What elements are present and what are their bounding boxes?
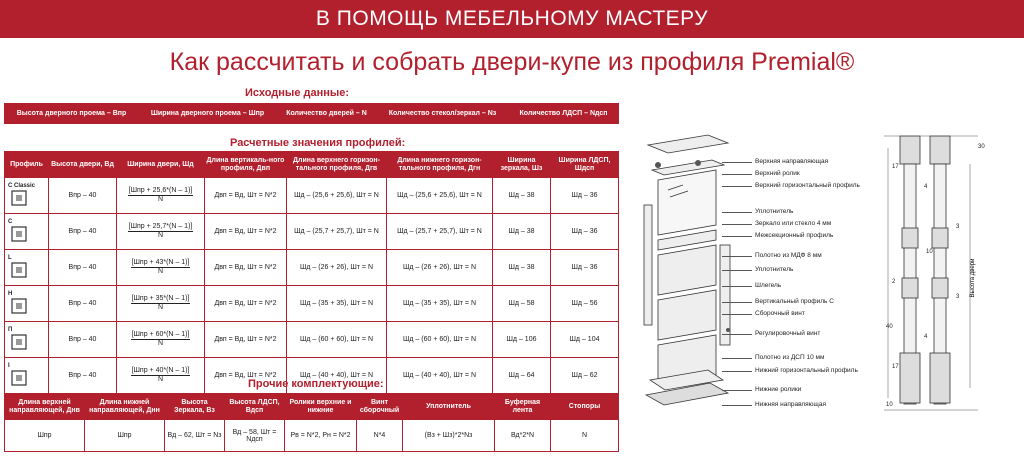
door-width-numerator: [Шпр + 43*(N – 1)]	[131, 259, 190, 266]
part-label: Верхняя направляющая	[755, 158, 829, 165]
calc-row	[5, 250, 619, 286]
profile-shape-icon	[8, 297, 32, 315]
part-label: Полотно из МДФ 8 мм	[755, 252, 822, 259]
height-label: Высота двери	[970, 258, 976, 298]
door-height: Впр – 40	[49, 214, 117, 250]
part-leader-line	[722, 405, 752, 406]
part-leader-line	[722, 256, 752, 257]
part-leader-line	[722, 302, 752, 303]
page-title: Как рассчитать и собрать двери-купе из профиля Premial®	[169, 48, 855, 76]
other-value: N	[551, 420, 619, 452]
profile-label: C Classic	[8, 182, 36, 189]
top-profile-length: Шд – (25,6 + 25,6), Шт = N	[287, 178, 387, 214]
calc-table	[4, 151, 619, 394]
profile-label: L	[8, 254, 12, 261]
door-width-numerator: [Шпр + 25,6*(N – 1)]	[128, 187, 193, 194]
initial-item: Ширина дверного проема – Шпр	[139, 104, 277, 124]
section-dim: 3	[956, 294, 960, 300]
part-label: Нижние ролики	[755, 386, 802, 393]
door-exploded-diagram	[628, 125, 748, 425]
section-dim: 10	[926, 249, 933, 255]
part-leader-line	[722, 212, 752, 213]
bottom-profile-length: Шд – (35 + 35), Шт = N	[387, 286, 493, 322]
door-width	[117, 322, 205, 358]
part-leader-line	[722, 174, 752, 175]
mirror-width: Шд – 38	[493, 250, 551, 286]
initial-item: Количество стекол/зеркал – Nз	[377, 104, 509, 124]
chipboard-width: Шд – 36	[551, 214, 619, 250]
part-leader-line	[722, 270, 752, 271]
vertical-profile-length: Двп = Вд, Шт = N*2	[205, 178, 287, 214]
calc-header: Длина нижнего горизон-тального профиля, Дгн	[387, 152, 493, 178]
part-leader-line	[722, 314, 752, 315]
door-width-numerator: [Шпр + 40*(N – 1)]	[131, 367, 190, 374]
top-profile-length: Шд – (25,7 + 25,7), Шт = N	[287, 214, 387, 250]
vertical-profile-length: Двп = Вд, Шт = N*2	[205, 214, 287, 250]
part-label: Межсекционный профиль	[755, 232, 834, 239]
part-leader-line	[722, 390, 752, 391]
profile-cell	[5, 178, 49, 214]
part-label: Нижняя направляющая	[755, 401, 827, 408]
section-dim: 10	[886, 402, 893, 408]
other-value: Шпр	[5, 420, 85, 452]
calc-header: Длина вертикаль-ного профиля, Двп	[205, 152, 287, 178]
other-value: (Вз + Шз)*2*Nз	[403, 420, 495, 452]
other-value: Вд*2*N	[495, 420, 551, 452]
profile-label: С	[8, 218, 13, 225]
other-value: Вд – 62, Шт = Nз	[165, 420, 225, 452]
bottom-profile-length: Шд – (26 + 26), Шт = N	[387, 250, 493, 286]
chipboard-width: Шд – 62	[551, 358, 619, 394]
other-heading: Прочие комплектующие:	[248, 378, 384, 390]
profile-label: П	[8, 326, 13, 333]
other-header: Высота Зеркала, Вз	[165, 394, 225, 420]
profile-shape-icon	[8, 261, 32, 279]
section-dim: 4	[924, 184, 928, 190]
other-header: Длина нижней направляющей, Днн	[85, 394, 165, 420]
bottom-profile-length: Шд – (25,7 + 25,7), Шт = N	[387, 214, 493, 250]
door-width-denominator: N	[157, 268, 164, 275]
part-leader-line	[722, 236, 752, 237]
vertical-profile-length: Двп = Вд, Шт = N*2	[205, 286, 287, 322]
mirror-width: Шд – 106	[493, 322, 551, 358]
chipboard-width: Шд – 104	[551, 322, 619, 358]
part-label: Полотно из ДСП 10 мм	[755, 354, 825, 361]
mirror-width: Шд – 38	[493, 214, 551, 250]
door-width	[117, 214, 205, 250]
header-banner: В ПОМОЩЬ МЕБЕЛЬНОМУ МАСТЕРУ	[0, 0, 1024, 38]
profile-label: H	[8, 290, 13, 297]
door-section-diagram	[878, 128, 988, 418]
door-width-denominator: N	[157, 340, 164, 347]
other-value: Шпр	[85, 420, 165, 452]
part-label: Уплотнитель	[755, 208, 794, 215]
top-profile-length: Шд – (35 + 35), Шт = N	[287, 286, 387, 322]
other-header: Стопоры	[551, 394, 619, 420]
part-label: Шлегель	[755, 282, 782, 289]
door-width	[117, 178, 205, 214]
section-dim: 30	[978, 144, 985, 150]
part-leader-line	[722, 334, 752, 335]
profile-cell	[5, 250, 49, 286]
other-header: Буферная лента	[495, 394, 551, 420]
calc-header: Ширина зеркала, Шз	[493, 152, 551, 178]
section-dim: 3	[956, 224, 960, 230]
door-width-denominator: N	[157, 376, 164, 383]
door-width-denominator: N	[157, 304, 164, 311]
part-leader-line	[722, 186, 752, 187]
bottom-profile-length: Шд – (25,6 + 25,6), Шт = N	[387, 178, 493, 214]
profile-shape-icon	[8, 189, 32, 207]
door-width-numerator: [Шпр + 35*(N – 1)]	[131, 295, 190, 302]
mirror-width: Шд – 58	[493, 286, 551, 322]
other-header: Винт сборочный	[357, 394, 403, 420]
profile-shape-icon	[8, 333, 32, 351]
door-width-denominator: N	[157, 232, 164, 239]
door-height: Впр – 40	[49, 322, 117, 358]
initial-item: Количество дверей – N	[277, 104, 377, 124]
section-dim: 40	[886, 324, 893, 330]
profile-label: I	[8, 362, 10, 369]
bottom-profile-length: Шд – (60 + 60), Шт = N	[387, 322, 493, 358]
top-profile-length: Шд – (26 + 26), Шт = N	[287, 250, 387, 286]
section-dim: 4	[924, 334, 928, 340]
calc-header: Высота двери, Вд	[49, 152, 117, 178]
other-table	[4, 393, 619, 452]
initial-item: Высота дверного проема – Впр	[5, 104, 139, 124]
initial-heading: Исходные данные:	[245, 87, 350, 99]
vertical-profile-length: Двп = Вд, Шт = N*2	[205, 358, 287, 394]
part-label: Нижний горизонтальный профиль	[755, 367, 858, 374]
part-label: Верхний горизонтальный профиль	[755, 182, 860, 189]
part-leader-line	[722, 286, 752, 287]
other-value: Вд – 58, Шт = Nдсп	[225, 420, 285, 452]
part-leader-line	[722, 162, 752, 163]
profile-shape-icon	[8, 225, 32, 243]
profile-shape-icon	[8, 369, 32, 387]
section-dim: 17	[892, 164, 899, 170]
profile-cell	[5, 358, 49, 394]
calc-row	[5, 322, 619, 358]
profile-cell	[5, 322, 49, 358]
top-profile-length: Шд – (60 + 60), Шт = N	[287, 322, 387, 358]
mirror-width: Шд – 64	[493, 358, 551, 394]
other-header: Уплотнитель	[403, 394, 495, 420]
part-leader-line	[722, 371, 752, 372]
vertical-profile-length: Двп = Вд, Шт = N*2	[205, 250, 287, 286]
door-width-numerator: [Шпр + 60*(N – 1)]	[131, 331, 190, 338]
part-label: Верхний ролик	[755, 170, 800, 177]
calc-heading: Расчетные значения профилей:	[230, 137, 406, 149]
calc-row	[5, 286, 619, 322]
chipboard-width: Шд – 56	[551, 286, 619, 322]
door-width	[117, 358, 205, 394]
door-height: Впр – 40	[49, 286, 117, 322]
door-width-denominator: N	[157, 196, 164, 203]
top-profile-length: Шд – (40 + 40), Шт = N	[287, 358, 387, 394]
calc-header: Ширина ЛДСП, Шдсп	[551, 152, 619, 178]
profile-cell	[5, 286, 49, 322]
part-label: Регулировочный винт	[755, 330, 821, 337]
door-height: Впр – 40	[49, 178, 117, 214]
chipboard-width: Шд – 36	[551, 178, 619, 214]
section-dim: 2	[892, 279, 896, 285]
part-label: Зеркало или стекло 4 мм	[755, 220, 832, 227]
door-height: Впр – 40	[49, 250, 117, 286]
other-header: Ролики верхние и нижние	[285, 394, 357, 420]
other-value: N*4	[357, 420, 403, 452]
part-label: Сборочный винт	[755, 310, 805, 317]
door-height: Впр – 40	[49, 358, 117, 394]
part-leader-line	[722, 358, 752, 359]
other-header: Длина верхней направляющей, Днв	[5, 394, 85, 420]
other-header: Высота ЛДСП, Вдсп	[225, 394, 285, 420]
chipboard-width: Шд – 36	[551, 250, 619, 286]
part-label: Вертикальный профиль С	[755, 298, 834, 305]
part-leader-line	[722, 224, 752, 225]
mirror-width: Шд – 38	[493, 178, 551, 214]
calc-row	[5, 214, 619, 250]
vertical-profile-length: Двп = Вд, Шт = N*2	[205, 322, 287, 358]
door-width	[117, 250, 205, 286]
initial-item: Количество ЛДСП – Nдсп	[509, 104, 619, 124]
other-value: Рв = N*2, Рн = N*2	[285, 420, 357, 452]
calc-row	[5, 178, 619, 214]
initial-table	[4, 103, 619, 124]
part-label: Уплотнитель	[755, 266, 794, 273]
calc-header: Ширина двери, Шд	[117, 152, 205, 178]
door-width	[117, 286, 205, 322]
calc-header: Профиль	[5, 152, 49, 178]
bottom-profile-length: Шд – (40 + 40), Шт = N	[387, 358, 493, 394]
profile-cell	[5, 214, 49, 250]
door-width-numerator: [Шпр + 25,7*(N – 1)]	[128, 223, 193, 230]
section-dim: 17	[892, 364, 899, 370]
calc-header: Длина верхнего горизон-тального профиля, Дгв	[287, 152, 387, 178]
